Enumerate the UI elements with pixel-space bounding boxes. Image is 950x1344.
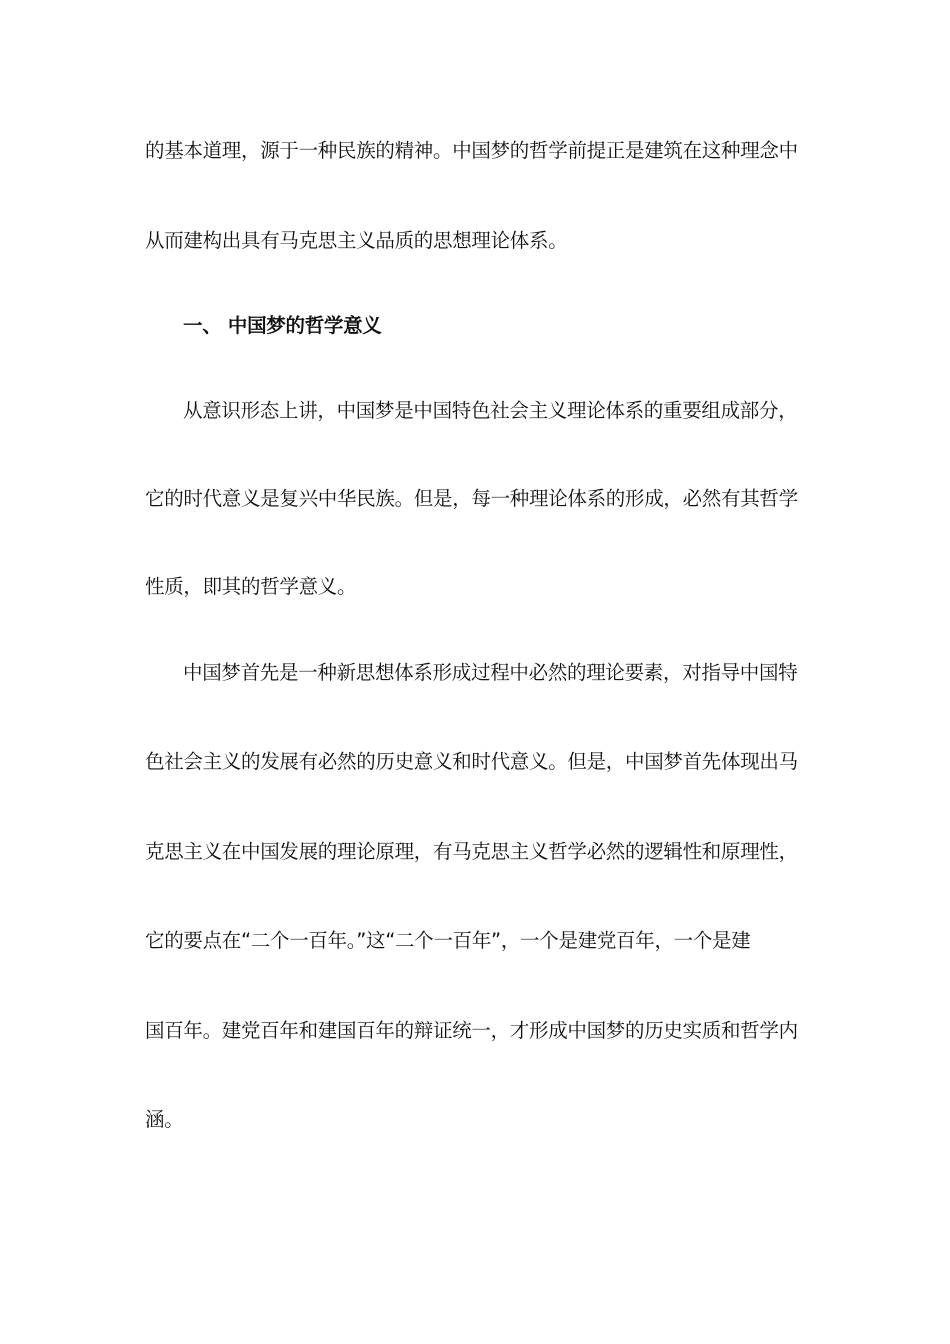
paragraph1-line-3: 性质，即其的哲学意义。 — [145, 575, 357, 598]
paragraph2-line-5: 国百年。建党百年和建国百年的辩证统一，才形成中国梦的历史实质和哲学内 — [145, 1019, 798, 1042]
paragraph2-line-1: 中国梦首先是一种新思想体系形成过程中必然的理论要素，对指导中国特 — [183, 661, 798, 684]
paragraph2-line-6: 涵。 — [145, 1108, 184, 1131]
intro-line-1: 的基本道理，源于一种民族的精神。中国梦的哲学前提正是建筑在这种理念中 — [145, 139, 798, 162]
paragraph2-line-2: 色社会主义的发展有必然的历史意义和时代意义。但是，中国梦首先体现出马 — [145, 750, 798, 773]
paragraph1-line-2: 它的时代意义是复兴中华民族。但是，每一种理论体系的形成，必然有其哲学 — [145, 487, 798, 510]
paragraph2-line-4: 它的要点在“二个一百年。”这“二个一百年”，一个是建党百年，一个是建 — [145, 929, 751, 952]
paragraph1-line-1: 从意识形态上讲，中国梦是中国特色社会主义理论体系的重要组成部分， — [183, 399, 798, 422]
section-heading: 一、 中国梦的哲学意义 — [183, 314, 382, 337]
intro-line-2: 从而建构出具有马克思主义品质的思想理论体系。 — [145, 229, 568, 252]
paragraph2-line-3: 克思主义在中国发展的理论原理，有马克思主义哲学必然的逻辑性和原理性， — [145, 840, 798, 863]
